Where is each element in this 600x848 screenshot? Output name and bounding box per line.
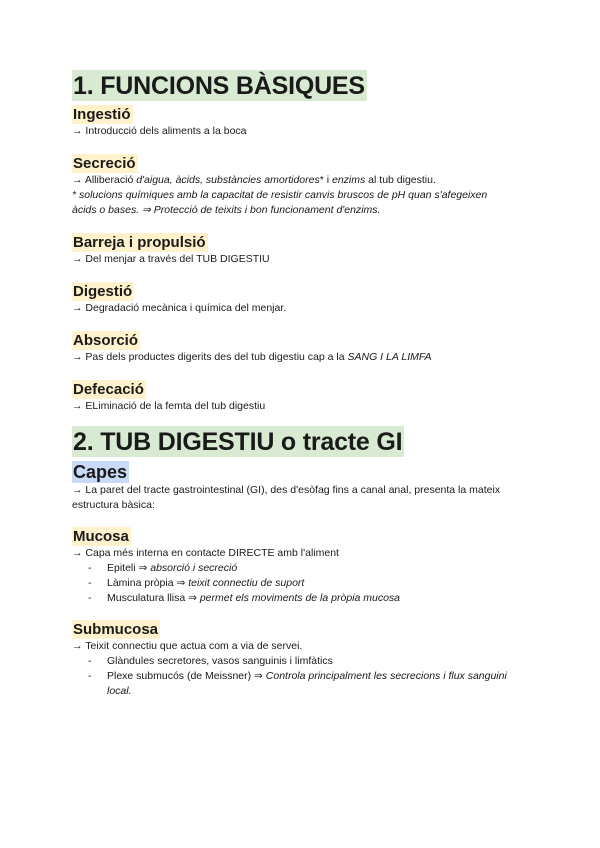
mucosa-list: [72, 561, 532, 606]
absorcio-line: [72, 350, 532, 365]
secrecio-substances: d'aigua, àcids, substàncies amortidores: [136, 174, 320, 186]
subheading-secrecio: Secreció: [73, 155, 136, 172]
list-item-label: Plexe submucós (de Meissner) ⇒: [107, 670, 266, 682]
subheading-submucosa: Submucosa: [73, 621, 159, 638]
capes-line-2: estructura bàsica:: [72, 499, 155, 511]
capes-line-1: → La paret del tracte gastrointestinal (GI), des d'esòfag fins a canal anal, presenta la mateix: [72, 484, 501, 496]
list-item: [88, 669, 532, 699]
secrecio-proteccio: Protecció de teixits i bon funcionament d'enzims.: [153, 204, 381, 216]
list-item: [88, 654, 532, 669]
secrecio-end: al tub digestiu.: [365, 174, 436, 186]
secrecio-connector: * i: [319, 174, 332, 186]
defecacio-text: → ELiminació de la femta del tub digestiu: [72, 400, 266, 412]
list-item-label: Epiteli ⇒: [107, 562, 151, 574]
list-item-label: Làmina pròpia ⇒: [107, 577, 189, 589]
list-item: [88, 591, 532, 606]
submucosa-intro: → Teixit connectiu que actua com a via de servei.: [72, 640, 303, 652]
list-item-detail: Controla principalment les secrecions i flux sanguini local.: [107, 670, 507, 697]
digestio-text: → Degradació mecànica i química del menjar.: [72, 302, 287, 314]
submucosa-list: [72, 654, 532, 699]
secrecio-text: → Alliberació: [72, 174, 137, 186]
subheading-absorcio: Absorció: [73, 332, 139, 349]
subheading-ingestio: Ingestió: [73, 106, 131, 123]
barreja-text: → Del menjar a través del TUB DIGESTIU: [72, 253, 270, 265]
secrecio-footnote: * solucions químiques amb la capacitat de resistir canvis bruscos de pH quan s'afegeixen: [72, 189, 488, 201]
secrecio-acids: àcids o bases. ⇒: [72, 204, 154, 216]
subheading-defecacio: Defecació: [73, 381, 144, 398]
list-item: [88, 561, 532, 576]
list-item-detail: teixit connectiu de suport: [188, 577, 305, 589]
secrecio-line-1: [72, 173, 532, 188]
heading-funcions-basiques: 1. FUNCIONS BÀSIQUES: [73, 72, 365, 100]
absorcio-text: → Pas dels productes digerits des del tub digestiu cap a la: [72, 351, 348, 363]
document-page: [72, 70, 532, 699]
list-item-label: Musculatura llisa ⇒: [107, 592, 200, 604]
list-item-detail: absorció i secreció: [150, 562, 238, 574]
mucosa-intro: → Capa més interna en contacte DIRECTE amb l'aliment: [72, 547, 339, 559]
secrecio-enzims: enzims: [332, 174, 366, 186]
heading-tub-digestiu: 2. TUB DIGESTIU o tracte GI: [73, 428, 403, 456]
absorcio-sang-limfa: SANG I LA LIMFA: [347, 351, 432, 363]
list-item-detail: permet els moviments de la pròpia mucosa: [199, 592, 401, 604]
subheading-digestio: Digestió: [73, 283, 133, 300]
subheading-barreja: Barreja i propulsió: [73, 234, 206, 251]
subheading-mucosa: Mucosa: [73, 528, 129, 545]
list-item-label: Glàndules secretores, vasos sanguinis i limfàtics: [107, 655, 333, 667]
ingestio-text: → Introducció dels aliments a la boca: [72, 125, 247, 137]
list-item: [88, 576, 532, 591]
subheading-capes: Capes: [73, 462, 128, 482]
secrecio-line-3: [72, 203, 532, 218]
